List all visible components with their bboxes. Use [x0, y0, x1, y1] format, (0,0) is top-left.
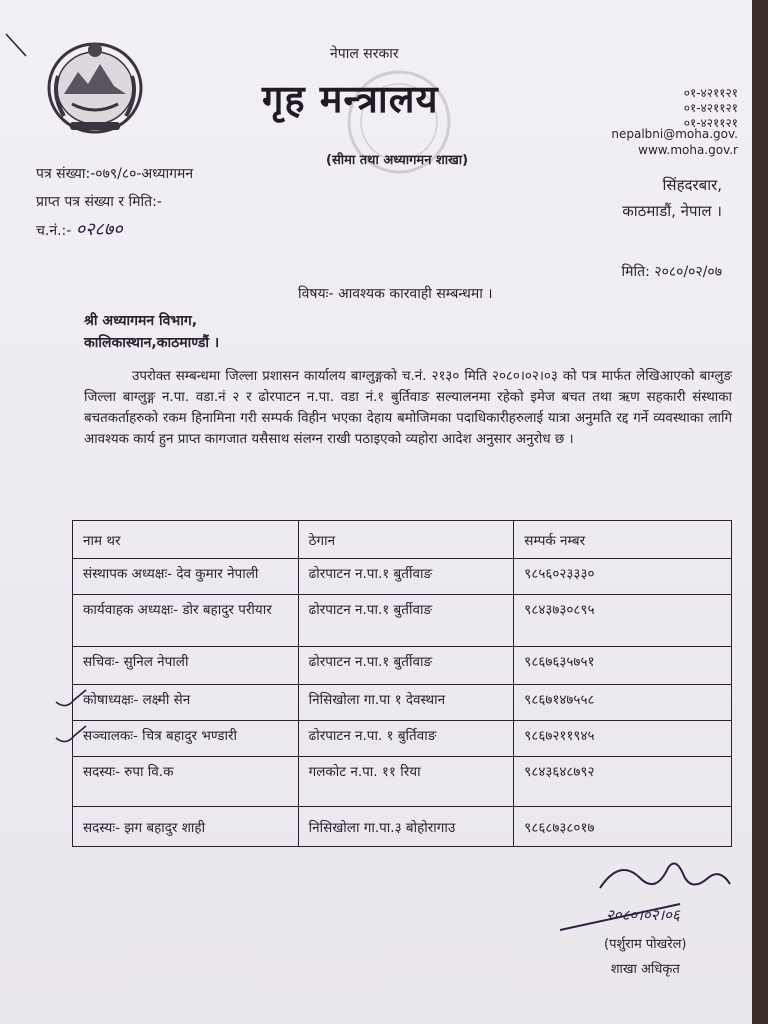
table-cell: ९८६७६३५७५१	[514, 647, 732, 685]
phone-number: ०१-४२११२१	[683, 101, 738, 115]
signature-date: २०८०।०२।०६	[606, 906, 680, 924]
table-row	[73, 647, 732, 685]
table-cell: ९८५६०२३३३०	[514, 559, 732, 595]
table-row	[73, 721, 732, 757]
table-row	[73, 807, 732, 847]
subject-line: विषयः- आवश्यक कारवाही सम्बन्धमा ।	[298, 286, 493, 302]
reference-block	[36, 160, 193, 245]
table-header-row	[73, 521, 732, 559]
addressee-line: श्री अध्यागमन विभाग,	[84, 313, 198, 329]
addressee	[84, 310, 219, 354]
signature-scribble	[560, 848, 740, 938]
office-address	[622, 172, 722, 224]
column-header: सम्पर्क नम्बर	[514, 521, 732, 559]
phone-number: ०१-४२११२१	[683, 86, 738, 100]
table-cell: ढोरपाटन न.पा.१ बुर्तीवाङ	[298, 559, 514, 595]
website: www.moha.gov.r	[638, 143, 738, 157]
email-address: nepalbni@moha.gov.	[611, 127, 738, 141]
contact-web	[611, 126, 738, 158]
table-cell: ९८६७२११९४५	[514, 721, 732, 757]
table-cell: ९८६७१४७५५८	[514, 685, 732, 721]
address-line: सिंहदरबार,	[662, 176, 722, 194]
addressee-line: कालिकास्थान,काठमाण्डौं ।	[84, 335, 220, 351]
table-cell: ९८४३७३०८९५	[514, 595, 732, 647]
table-row	[73, 595, 732, 647]
table-cell: गलकोट न.पा. ११ रिया	[298, 757, 514, 807]
table-row	[73, 559, 732, 595]
signatory-name: (पर्शुराम पोखरेल)	[604, 937, 687, 952]
table-cell: सञ्चालकः- चित्र बहादुर भण्डारी	[73, 721, 299, 757]
table-row	[73, 757, 732, 807]
table-cell: सदस्यः- झग बहादुर शाही	[73, 807, 299, 847]
table-cell: संस्थापक अध्यक्षः- देव कुमार नेपाली	[73, 559, 299, 595]
officials-table	[72, 520, 732, 847]
table-cell: ९८६८७३८०१७	[514, 807, 732, 847]
table-cell: ढोरपाटन न.पा. १ बुर्तिवाङ	[298, 721, 514, 757]
letter-date: मिति: २०८०/०२/०७	[621, 264, 722, 280]
phone-number: ०१-४२११२१	[683, 116, 738, 130]
government-label: नेपाल सरकार	[330, 46, 399, 62]
signatory-title: शाखा अधिकृत	[610, 962, 680, 977]
column-header: नाम थर	[73, 521, 299, 559]
table-cell: कोषाध्यक्षः- लक्ष्मी सेन	[73, 685, 299, 721]
table-cell: ढोरपाटन न.पा.१ बुर्तीवाङ	[298, 647, 514, 685]
table-cell: निसिखोला गा.पा १ देवस्थान	[298, 685, 514, 721]
table-cell: सचिवः- सुनिल नेपाली	[73, 647, 299, 685]
dispatch-number: ०२८७०	[75, 219, 123, 240]
table-cell: ९८४३६४८७९२	[514, 757, 732, 807]
table-row	[73, 685, 732, 721]
received-letter-ref: प्राप्त पत्र संख्या र मिति:-	[36, 194, 162, 210]
nepal-emblem-icon	[44, 36, 146, 136]
pen-mark	[0, 30, 40, 70]
letter-number: पत्र संख्या:-०७९/८०-अध्यागमन	[36, 166, 194, 182]
phone-numbers	[684, 86, 738, 131]
ministry-title: गृह मन्त्रालय	[262, 77, 439, 121]
address-line: काठमाडौं, नेपाल ।	[622, 202, 722, 220]
dispatch-label: च.नं.:-	[36, 223, 72, 239]
table-cell: सदस्यः- रुपा वि.क	[73, 757, 299, 807]
tick-marks	[52, 680, 92, 750]
letter-body: उपरोक्त सम्बन्धमा जिल्ला प्रशासन कार्यालय बाग्लुङ्गको च.नं. २१३० मिति २०८०।०२।०३ को पत्र मार्फत लेखिआएको बाग्लुङ जिल्ला बाग्लुङ्ग न.पा. वडा.नं २ र ढोरपाटन न.पा. वडा नं.१ बुर्तिवाङ सल्यालनमा रहेको इमेज बचत तथा ऋण सहकारी संस्थाका बचतकर्ताहरुको रकम हिनामिना गरी सम्पर्क विहीन भएका देहाय बमोजिमका पदाधिकारीहरुलाई यात्रा अनुमति रद्द गर्ने व्यवस्थाका लागि आवश्यक कार्य हुन प्राप्त कागजात यसैसाथ संलग्न राखी पठाइएको व्यहोरा आदेश अनुसार अनुरोध छ ।	[84, 369, 732, 447]
column-header: ठेगान	[298, 521, 514, 559]
table-cell: ढोरपाटन न.पा.१ बुर्तीवाङ	[298, 595, 514, 647]
section-name: (सीमा तथा अध्यागमन शाखा)	[326, 153, 469, 168]
table-cell: कार्यवाहक अध्यक्षः- डोर बहादुर परीयार	[73, 595, 299, 647]
signatory	[604, 932, 686, 982]
table-cell: निसिखोला गा.पा.३ बोहोरागाउ	[298, 807, 514, 847]
dispatch-number-row	[36, 216, 193, 245]
